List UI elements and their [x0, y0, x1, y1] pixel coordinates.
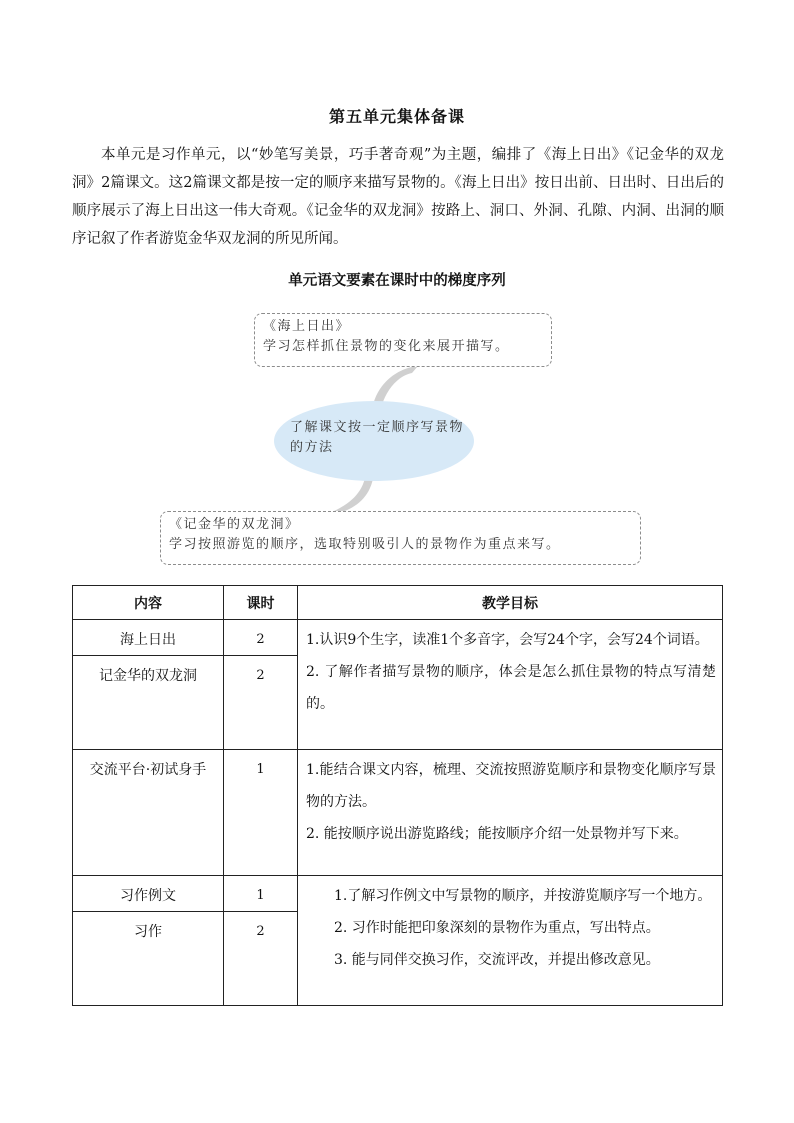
branch-title-sunrise: 《海上日出》 — [263, 319, 351, 334]
goal-item: 1.认识9个生字，读准1个多音字，会写24个字，会写24个词语。 — [306, 632, 709, 648]
goal-item: 2. 能按顺序说出游览路线；能按顺序介绍一处景物并写下来。 — [306, 826, 688, 842]
row-hours: 2 — [224, 912, 298, 1006]
goal-item: 1.能结合课文内容，梳理、交流按照游览顺序和景物变化顺序写景物的方法。 — [306, 762, 716, 810]
header-content: 内容 — [73, 586, 224, 620]
row-goals — [298, 750, 723, 876]
row-hours: 1 — [224, 750, 298, 876]
row-hours: 2 — [224, 656, 298, 750]
goal-item: 2. 了解作者描写景物的顺序，体会是怎么抓住景物的特点写清楚的。 — [306, 664, 716, 712]
row-name: 记金华的双龙洞 — [73, 656, 224, 750]
branch-desc-sunrise: 学习怎样抓住景物的变化来展开描写。 — [263, 339, 510, 354]
table-header-row — [73, 586, 723, 620]
branch-desc-cave: 学习按照游览的顺序，选取特别吸引人的景物作为重点来写。 — [169, 537, 561, 552]
mindmap-branch-box-sunrise — [254, 313, 552, 367]
row-name: 习作例文 — [73, 876, 224, 912]
goal-item: 1.了解习作例文中写景物的顺序，并按游览顺序写一个地方。 — [334, 888, 712, 904]
row-hours: 2 — [224, 620, 298, 656]
row-hours: 1 — [224, 876, 298, 912]
page-title: 第五单元集体备课 — [328, 107, 465, 126]
row-name: 海上日出 — [73, 620, 224, 656]
table-row — [73, 750, 723, 876]
lesson-plan-table — [72, 585, 723, 1006]
table-row — [73, 620, 723, 656]
mindmap-center-text: 了解课文按一定顺序写景物的方法 — [290, 420, 465, 455]
section-subtitle: 单元语文要素在课时中的梯度序列 — [288, 272, 506, 289]
goal-item: 3. 能与同伴交换习作，交流评改，并提出修改意见。 — [334, 952, 660, 968]
row-goals — [298, 876, 723, 1006]
row-goals — [298, 620, 723, 750]
header-hours: 课时 — [224, 586, 298, 620]
goal-item: 2. 习作时能把印象深刻的景物作为重点，写出特点。 — [334, 920, 660, 936]
mindmap-branch-box-cave — [160, 511, 641, 565]
header-goals: 教学目标 — [298, 586, 723, 620]
intro-paragraph: 本单元是习作单元，以“妙笔写美景，巧手著奇观”为主题，编排了《海上日出》《记金华的双龙洞》2篇课文。这2篇课文都是按一定的顺序来描写景物的。《海上日出》按日出前、日出时、日出后的顺序展示了海上日出这一伟大奇观。《记金华的双龙洞》按路上、洞口、外洞、孔隙、内洞、出洞的顺序记叙了作者游览金华双龙洞的所见所闻。 — [72, 147, 724, 247]
row-name: 交流平台·初试身手 — [73, 750, 224, 876]
row-name: 习作 — [73, 912, 224, 1006]
branch-title-cave: 《记金华的双龙洞》 — [169, 517, 300, 532]
table-row — [73, 876, 723, 912]
